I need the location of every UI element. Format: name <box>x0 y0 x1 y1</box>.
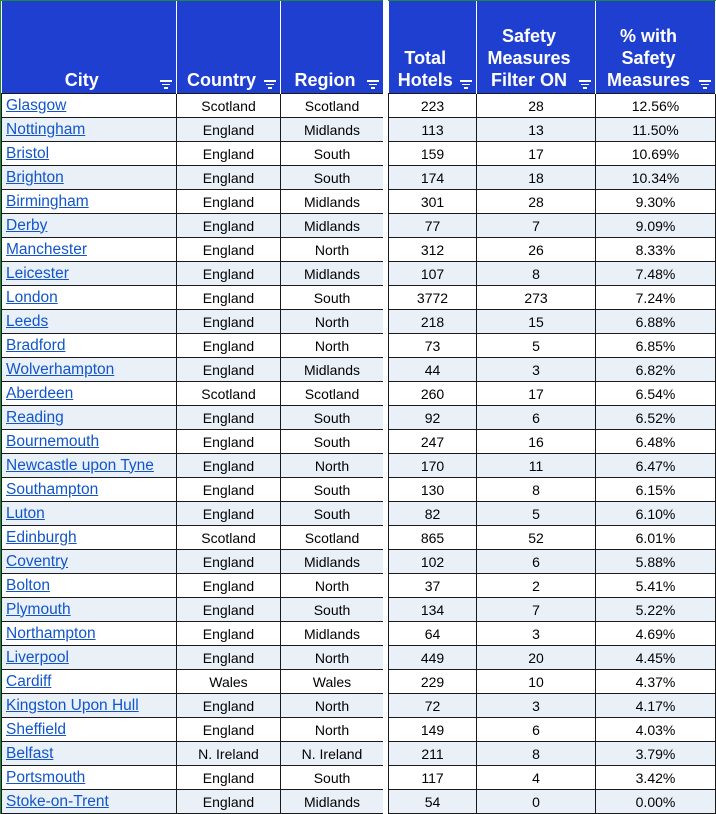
table-body-left <box>2 94 384 814</box>
region-cell: Midlands <box>281 118 384 142</box>
region-cell: Midlands <box>281 190 384 214</box>
table-row <box>2 478 384 502</box>
filter-icon[interactable] <box>699 80 711 89</box>
table-row <box>389 190 716 214</box>
region-cell: South <box>281 166 384 190</box>
table-row <box>2 262 384 286</box>
safety-filter-cell: 7 <box>477 214 596 238</box>
country-cell: England <box>177 118 281 142</box>
country-cell: N. Ireland <box>177 742 281 766</box>
country-cell: England <box>177 766 281 790</box>
filter-icon[interactable] <box>579 80 591 89</box>
region-cell: North <box>281 718 384 742</box>
country-cell: England <box>177 550 281 574</box>
safety-filter-cell: 17 <box>477 142 596 166</box>
country-cell: England <box>177 502 281 526</box>
table-row <box>389 118 716 142</box>
table-row <box>389 214 716 238</box>
region-cell: Midlands <box>281 358 384 382</box>
region-cell: North <box>281 310 384 334</box>
country-cell: England <box>177 334 281 358</box>
country-cell: England <box>177 430 281 454</box>
country-cell: England <box>177 598 281 622</box>
country-cell: Scotland <box>177 382 281 406</box>
city-cell[interactable]: Newcastle upon Tyne <box>2 454 177 478</box>
pct-safety-cell: 6.85% <box>596 334 716 358</box>
table-row <box>2 166 384 190</box>
region-cell: Midlands <box>281 790 384 814</box>
pct-safety-cell: 4.37% <box>596 670 716 694</box>
pct-safety-cell: 7.48% <box>596 262 716 286</box>
city-cell[interactable]: Belfast <box>2 742 177 766</box>
region-cell: South <box>281 430 384 454</box>
city-cell[interactable]: Stoke-on-Trent <box>2 790 177 814</box>
column-header-safety-filter[interactable] <box>477 1 596 94</box>
pct-safety-cell: 6.15% <box>596 478 716 502</box>
region-cell: North <box>281 694 384 718</box>
column-header-label: City <box>64 70 99 90</box>
city-cell[interactable]: Coventry <box>2 550 177 574</box>
table-row <box>2 646 384 670</box>
safety-filter-cell: 17 <box>477 382 596 406</box>
total-hotels-cell: 82 <box>389 502 477 526</box>
total-hotels-cell: 865 <box>389 526 477 550</box>
city-cell[interactable]: Aberdeen <box>2 382 177 406</box>
safety-filter-cell: 10 <box>477 670 596 694</box>
total-hotels-cell: 73 <box>389 334 477 358</box>
pct-safety-cell: 6.88% <box>596 310 716 334</box>
city-cell[interactable]: Bristol <box>2 142 177 166</box>
total-hotels-cell: 301 <box>389 190 477 214</box>
table-row <box>389 94 716 118</box>
safety-filter-cell: 273 <box>477 286 596 310</box>
table-row <box>389 766 716 790</box>
pct-safety-cell: 12.56% <box>596 94 716 118</box>
country-cell: England <box>177 454 281 478</box>
table-row <box>2 118 384 142</box>
pct-safety-cell: 4.17% <box>596 694 716 718</box>
table-row <box>389 430 716 454</box>
safety-filter-cell: 5 <box>477 502 596 526</box>
pct-safety-cell: 6.47% <box>596 454 716 478</box>
safety-filter-cell: 28 <box>477 190 596 214</box>
total-hotels-cell: 3772 <box>389 286 477 310</box>
country-cell: England <box>177 406 281 430</box>
pct-safety-cell: 5.41% <box>596 574 716 598</box>
safety-filter-cell: 4 <box>477 766 596 790</box>
table-row <box>389 790 716 814</box>
table-row <box>2 526 384 550</box>
country-cell: Scotland <box>177 94 281 118</box>
pct-safety-cell: 7.24% <box>596 286 716 310</box>
safety-filter-cell: 6 <box>477 718 596 742</box>
table-row <box>2 238 384 262</box>
city-cell[interactable]: Edinburgh <box>2 526 177 550</box>
column-header-label: Country <box>187 70 256 90</box>
country-cell: England <box>177 190 281 214</box>
total-hotels-cell: 107 <box>389 262 477 286</box>
country-cell: England <box>177 358 281 382</box>
safety-filter-cell: 8 <box>477 262 596 286</box>
safety-filter-cell: 0 <box>477 790 596 814</box>
table-row <box>389 526 716 550</box>
column-header-country[interactable] <box>177 1 281 94</box>
table-row <box>389 478 716 502</box>
country-cell: England <box>177 694 281 718</box>
total-hotels-cell: 247 <box>389 430 477 454</box>
total-hotels-cell: 130 <box>389 478 477 502</box>
table-row <box>2 454 384 478</box>
total-hotels-cell: 223 <box>389 94 477 118</box>
pct-safety-cell: 6.10% <box>596 502 716 526</box>
city-cell[interactable]: Reading <box>2 406 177 430</box>
filter-icon[interactable] <box>367 80 379 89</box>
column-header-total-hotels[interactable] <box>389 1 477 94</box>
region-cell: North <box>281 454 384 478</box>
table-row <box>389 262 716 286</box>
table-row <box>389 334 716 358</box>
safety-filter-cell: 18 <box>477 166 596 190</box>
table-row <box>2 550 384 574</box>
table-row <box>2 214 384 238</box>
total-hotels-cell: 218 <box>389 310 477 334</box>
city-cell[interactable]: Kingston Upon Hull <box>2 694 177 718</box>
city-table-left <box>1 1 384 814</box>
city-table-right <box>388 1 716 814</box>
pct-safety-cell: 4.03% <box>596 718 716 742</box>
table-row <box>389 166 716 190</box>
table-row <box>389 142 716 166</box>
pct-safety-cell: 6.01% <box>596 526 716 550</box>
table-row <box>389 598 716 622</box>
city-cell[interactable]: Manchester <box>2 238 177 262</box>
table-row <box>2 142 384 166</box>
total-hotels-cell: 149 <box>389 718 477 742</box>
safety-filter-cell: 7 <box>477 598 596 622</box>
city-cell[interactable]: Bolton <box>2 574 177 598</box>
total-hotels-cell: 134 <box>389 598 477 622</box>
country-cell: England <box>177 214 281 238</box>
city-cell[interactable]: Bournemouth <box>2 430 177 454</box>
country-cell: England <box>177 790 281 814</box>
table-row <box>389 238 716 262</box>
country-cell: England <box>177 166 281 190</box>
country-cell: England <box>177 310 281 334</box>
table-row <box>389 670 716 694</box>
safety-filter-cell: 3 <box>477 622 596 646</box>
table-row <box>389 454 716 478</box>
city-cell[interactable]: London <box>2 286 177 310</box>
city-cell[interactable]: Northampton <box>2 622 177 646</box>
table-row <box>389 574 716 598</box>
city-cell[interactable]: Derby <box>2 214 177 238</box>
total-hotels-cell: 64 <box>389 622 477 646</box>
city-cell[interactable]: Brighton <box>2 166 177 190</box>
region-cell: South <box>281 406 384 430</box>
total-hotels-cell: 72 <box>389 694 477 718</box>
total-hotels-cell: 44 <box>389 358 477 382</box>
table-row <box>2 358 384 382</box>
safety-filter-cell: 8 <box>477 742 596 766</box>
region-cell: South <box>281 478 384 502</box>
pct-safety-cell: 9.30% <box>596 190 716 214</box>
pct-safety-cell: 10.69% <box>596 142 716 166</box>
country-cell: England <box>177 718 281 742</box>
city-cell[interactable]: Cardiff <box>2 670 177 694</box>
table-row <box>389 646 716 670</box>
country-cell: England <box>177 646 281 670</box>
total-hotels-cell: 77 <box>389 214 477 238</box>
table-row <box>2 694 384 718</box>
total-hotels-cell: 113 <box>389 118 477 142</box>
table-row <box>2 670 384 694</box>
pct-safety-cell: 8.33% <box>596 238 716 262</box>
pct-safety-cell: 6.48% <box>596 430 716 454</box>
table-body-right <box>389 94 716 814</box>
region-cell: North <box>281 574 384 598</box>
region-cell: North <box>281 334 384 358</box>
region-cell: Wales <box>281 670 384 694</box>
city-cell[interactable]: Nottingham <box>2 118 177 142</box>
pct-safety-cell: 5.22% <box>596 598 716 622</box>
safety-filter-cell: 13 <box>477 118 596 142</box>
table-row <box>2 742 384 766</box>
safety-filter-cell: 11 <box>477 454 596 478</box>
region-cell: North <box>281 646 384 670</box>
header-row <box>2 1 384 94</box>
table-row <box>389 382 716 406</box>
country-cell: England <box>177 238 281 262</box>
safety-filter-cell: 26 <box>477 238 596 262</box>
safety-filter-cell: 2 <box>477 574 596 598</box>
country-cell: England <box>177 262 281 286</box>
safety-filter-cell: 3 <box>477 358 596 382</box>
city-cell[interactable]: Luton <box>2 502 177 526</box>
table-row <box>2 574 384 598</box>
filter-icon[interactable] <box>460 80 472 89</box>
table-row <box>2 310 384 334</box>
safety-filter-cell: 5 <box>477 334 596 358</box>
pct-safety-cell: 11.50% <box>596 118 716 142</box>
table-row <box>389 694 716 718</box>
city-cell[interactable]: Southampton <box>2 478 177 502</box>
total-hotels-cell: 170 <box>389 454 477 478</box>
table-row <box>2 94 384 118</box>
country-cell: England <box>177 286 281 310</box>
safety-filter-cell: 28 <box>477 94 596 118</box>
total-hotels-cell: 229 <box>389 670 477 694</box>
country-cell: England <box>177 142 281 166</box>
column-header-label: % with Safety Measures <box>606 26 691 90</box>
safety-filter-cell: 20 <box>477 646 596 670</box>
pct-safety-cell: 6.52% <box>596 406 716 430</box>
table-row <box>389 406 716 430</box>
table-row <box>2 430 384 454</box>
table-row <box>389 310 716 334</box>
safety-filter-cell: 6 <box>477 406 596 430</box>
region-cell: Scotland <box>281 382 384 406</box>
total-hotels-cell: 54 <box>389 790 477 814</box>
total-hotels-cell: 102 <box>389 550 477 574</box>
column-header-label: Total Hotels <box>397 48 453 90</box>
pct-safety-cell: 4.45% <box>596 646 716 670</box>
pct-safety-cell: 5.88% <box>596 550 716 574</box>
country-cell: England <box>177 622 281 646</box>
total-hotels-cell: 260 <box>389 382 477 406</box>
region-cell: South <box>281 766 384 790</box>
table-row <box>389 718 716 742</box>
pct-safety-cell: 0.00% <box>596 790 716 814</box>
safety-filter-cell: 15 <box>477 310 596 334</box>
table-row <box>389 502 716 526</box>
column-header-pct-safety[interactable] <box>596 1 716 94</box>
safety-filter-cell: 3 <box>477 694 596 718</box>
table-row <box>2 622 384 646</box>
pct-safety-cell: 10.34% <box>596 166 716 190</box>
country-cell: England <box>177 574 281 598</box>
safety-filter-cell: 52 <box>477 526 596 550</box>
table-row <box>2 190 384 214</box>
filter-icon[interactable] <box>160 80 172 89</box>
city-cell[interactable]: Leeds <box>2 310 177 334</box>
region-cell: N. Ireland <box>281 742 384 766</box>
table-row <box>2 502 384 526</box>
column-header-label: Region <box>294 70 356 90</box>
table-row <box>389 286 716 310</box>
total-hotels-cell: 211 <box>389 742 477 766</box>
city-cell[interactable]: Liverpool <box>2 646 177 670</box>
table-row <box>389 742 716 766</box>
total-hotels-cell: 92 <box>389 406 477 430</box>
country-cell: England <box>177 478 281 502</box>
city-cell[interactable]: Portsmouth <box>2 766 177 790</box>
total-hotels-cell: 159 <box>389 142 477 166</box>
table-row <box>389 622 716 646</box>
safety-filter-cell: 8 <box>477 478 596 502</box>
table-row <box>389 358 716 382</box>
total-hotels-cell: 174 <box>389 166 477 190</box>
region-cell: Scotland <box>281 526 384 550</box>
column-header-city[interactable] <box>2 1 177 94</box>
column-header-label: Safety Measures Filter ON <box>487 26 571 90</box>
region-cell: South <box>281 142 384 166</box>
filter-icon[interactable] <box>264 80 276 89</box>
table-row <box>2 766 384 790</box>
table-row <box>389 550 716 574</box>
total-hotels-cell: 312 <box>389 238 477 262</box>
table-row <box>2 406 384 430</box>
pct-safety-cell: 6.54% <box>596 382 716 406</box>
region-cell: Scotland <box>281 94 384 118</box>
table-row <box>2 598 384 622</box>
safety-filter-cell: 6 <box>477 550 596 574</box>
safety-filter-cell: 16 <box>477 430 596 454</box>
city-cell[interactable]: Glasgow <box>2 94 177 118</box>
table-row <box>2 382 384 406</box>
table-row <box>2 286 384 310</box>
city-cell[interactable]: Birmingham <box>2 190 177 214</box>
country-cell: Wales <box>177 670 281 694</box>
region-cell: South <box>281 598 384 622</box>
region-cell: South <box>281 502 384 526</box>
pct-safety-cell: 9.09% <box>596 214 716 238</box>
city-cell[interactable]: Sheffield <box>2 718 177 742</box>
total-hotels-cell: 117 <box>389 766 477 790</box>
table-row <box>2 790 384 814</box>
region-cell: Midlands <box>281 622 384 646</box>
city-cell[interactable]: Wolverhampton <box>2 358 177 382</box>
pct-safety-cell: 3.42% <box>596 766 716 790</box>
region-cell: South <box>281 286 384 310</box>
region-cell: Midlands <box>281 214 384 238</box>
country-cell: Scotland <box>177 526 281 550</box>
column-header-region[interactable] <box>281 1 384 94</box>
city-cell[interactable]: Leicester <box>2 262 177 286</box>
table-row <box>2 334 384 358</box>
pct-safety-cell: 3.79% <box>596 742 716 766</box>
region-cell: Midlands <box>281 262 384 286</box>
pct-safety-cell: 6.82% <box>596 358 716 382</box>
total-hotels-cell: 37 <box>389 574 477 598</box>
region-cell: Midlands <box>281 550 384 574</box>
pct-safety-cell: 4.69% <box>596 622 716 646</box>
table-row <box>2 718 384 742</box>
total-hotels-cell: 449 <box>389 646 477 670</box>
city-cell[interactable]: Bradford <box>2 334 177 358</box>
header-row <box>389 1 716 94</box>
region-cell: North <box>281 238 384 262</box>
city-cell[interactable]: Plymouth <box>2 598 177 622</box>
